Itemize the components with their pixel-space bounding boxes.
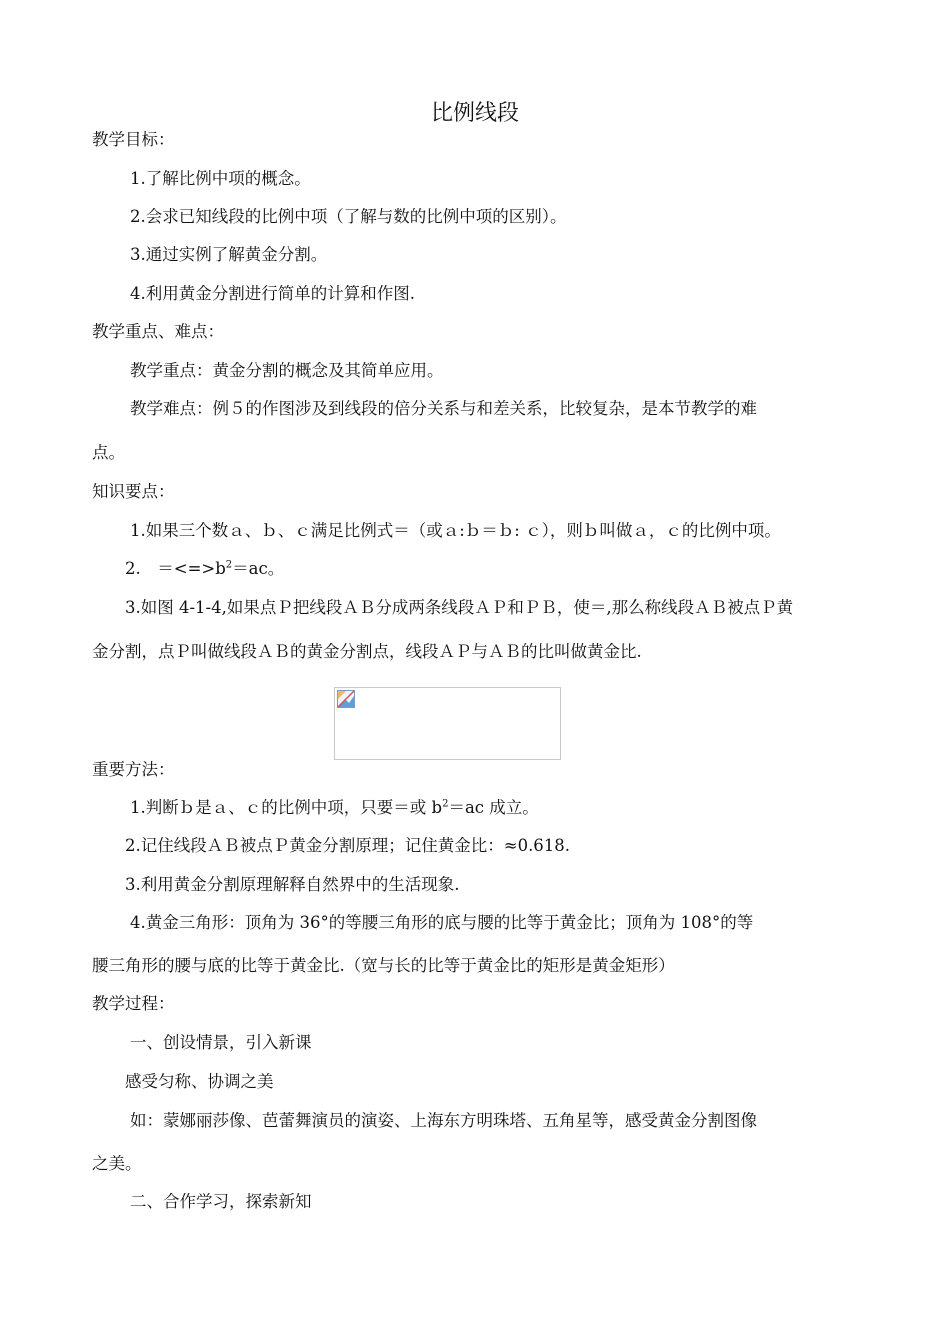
objectives-heading: 教学目标： — [92, 130, 175, 149]
method-item-1-superscript: 2 — [442, 798, 449, 810]
process-step-1-subtitle: 感受匀称、协调之美 — [125, 1072, 274, 1091]
focus-key-point: 教学重点：黄金分割的概念及其简单应用。 — [130, 361, 444, 380]
process-step-1: 一、创设情景，引入新课 — [130, 1033, 312, 1052]
knowledge-item-2-superscript: 2 — [225, 559, 233, 571]
knowledge-item-3-line-2: 金分割，点Ｐ叫做线段ＡＢ的黄金分割点，线段ＡＰ与ＡＢ的比叫做黄金比. — [92, 642, 642, 661]
page-title: 比例线段 — [430, 101, 519, 126]
method-item-3: 3.利用黄金分割原理解释自然界中的生活现象. — [125, 875, 460, 894]
knowledge-item-2-post: ＝ac。 — [232, 559, 285, 578]
objective-item-3: 3.通过实例了解黄金分割。 — [130, 245, 328, 264]
knowledge-item-1: 1.如果三个数ａ、ｂ、ｃ满足比例式＝（或ａ:ｂ＝ｂ: ｃ），则ｂ叫做ａ，ｃ的比例中项。 — [130, 521, 781, 540]
methods-heading: 重要方法： — [92, 760, 175, 779]
process-step-1-example-line-1: 如：蒙娜丽莎像、芭蕾舞演员的演姿、上海东方明珠塔、五角星等，感受黄金分割图像 — [130, 1111, 757, 1130]
method-item-4-line-2: 腰三角形的腰与底的比等于黄金比.（宽与长的比等于黄金比的矩形是黄金矩形） — [92, 956, 675, 975]
process-step-1-example-line-2: 之美。 — [92, 1154, 142, 1173]
knowledge-item-2-pre: 2. ＝<=>b — [125, 559, 226, 578]
method-item-2: 2.记住线段ＡＢ被点Ｐ黄金分割原理；记住黄金比：≈0.618. — [125, 836, 571, 855]
focus-heading: 教学重点、难点： — [92, 322, 224, 341]
method-item-1 — [130, 795, 900, 821]
figure-placeholder — [334, 687, 561, 760]
broken-image-icon — [337, 690, 355, 708]
knowledge-heading: 知识要点： — [92, 482, 175, 501]
knowledge-item-3-line-1: 3.如图 4-1-4,如果点Ｐ把线段ＡＢ分成两条线段ＡＰ和ＰＢ，使＝,那么称线段ＡＢ被点Ｐ黄 — [125, 598, 794, 617]
focus-difficulty-line-2: 点。 — [92, 443, 125, 462]
method-item-1-pre: 1.判断ｂ是ａ、ｃ的比例中项，只要＝或 b — [130, 798, 443, 817]
objective-item-1: 1.了解比例中项的概念。 — [130, 169, 311, 188]
process-step-2: 二、合作学习，探索新知 — [130, 1192, 312, 1211]
focus-difficulty-line-1: 教学难点：例５的作图涉及到线段的倍分关系与和差关系，比较复杂，是本节教学的难 — [130, 399, 757, 418]
knowledge-item-2 — [125, 556, 895, 582]
method-item-4-line-1: 4.黄金三角形：顶角为 36°的等腰三角形的底与腰的比等于黄金比；顶角为 108°的等 — [130, 913, 754, 932]
method-item-1-post: ＝ac 成立。 — [448, 798, 539, 817]
objective-item-4: 4.利用黄金分割进行简单的计算和作图. — [130, 284, 415, 303]
objective-item-2: 2.会求已知线段的比例中项（了解与数的比例中项的区别）。 — [130, 207, 567, 226]
process-heading: 教学过程： — [92, 994, 175, 1013]
